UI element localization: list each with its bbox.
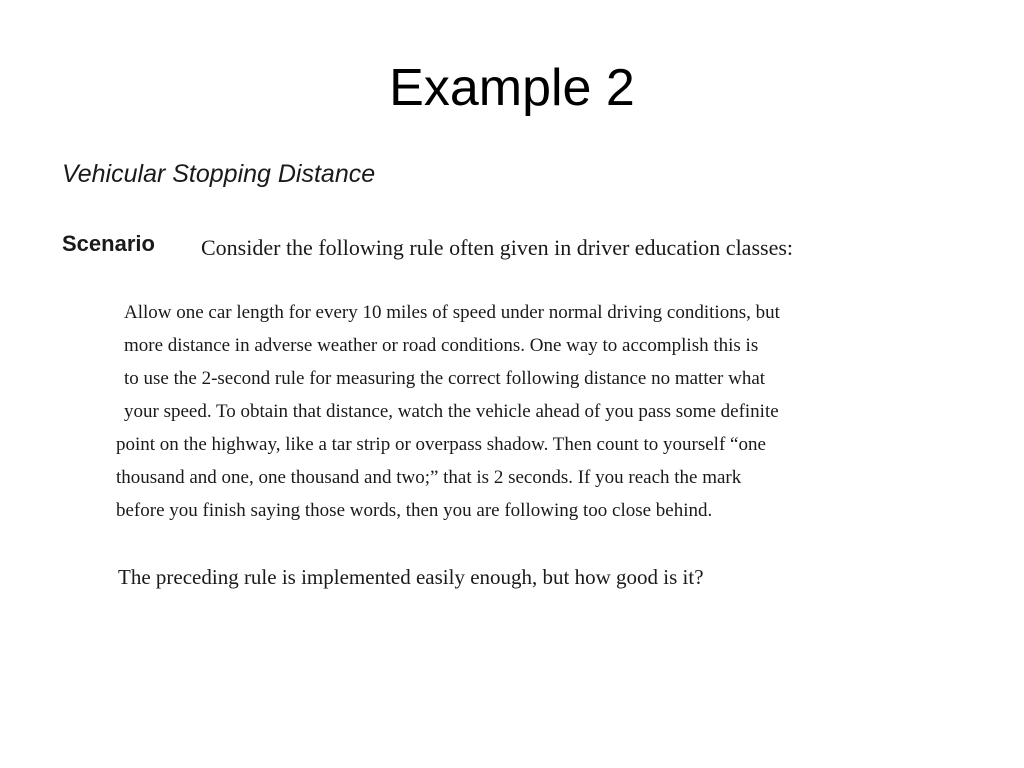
section-heading: Vehicular Stopping Distance bbox=[62, 160, 376, 188]
rule-line: more distance in adverse weather or road conditions. One way to accomplish this is bbox=[124, 335, 759, 356]
scenario-intro-text: Consider the following rule often given in driver education classes: bbox=[201, 235, 794, 260]
scenario-label: Scenario bbox=[62, 231, 155, 256]
rule-line: your speed. To obtain that distance, watch the vehicle ahead of you pass some definite bbox=[124, 401, 779, 422]
rule-line: before you finish saying those words, then you are following too close behind. bbox=[116, 500, 713, 521]
slide-title: Example 2 bbox=[389, 59, 635, 117]
rule-quote-block bbox=[116, 296, 984, 527]
question-text: The preceding rule is implemented easily enough, but how good is it? bbox=[118, 565, 704, 589]
rule-line: point on the highway, like a tar strip or overpass shadow. Then count to yourself “one bbox=[116, 434, 766, 455]
rule-line: to use the 2-second rule for measuring the correct following distance no matter what bbox=[124, 368, 766, 389]
rule-line: thousand and one, one thousand and two;” that is 2 seconds. If you reach the mark bbox=[116, 467, 742, 488]
rule-line: Allow one car length for every 10 miles of speed under normal driving conditions, but bbox=[124, 302, 780, 323]
